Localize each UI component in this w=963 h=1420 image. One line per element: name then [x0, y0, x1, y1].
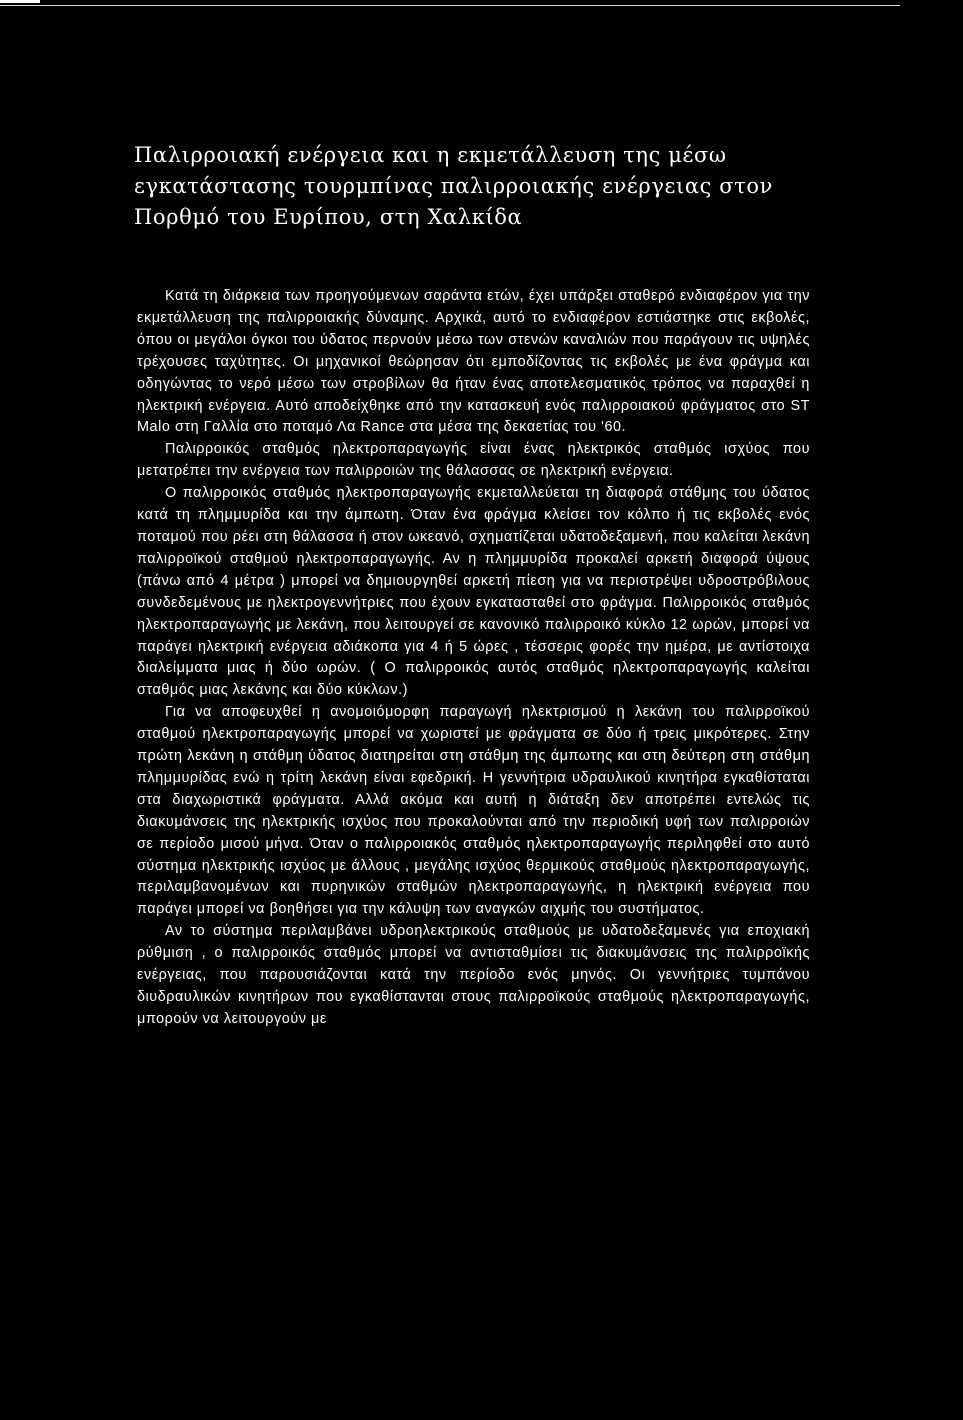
paragraph: Αν το σύστημα περιλαμβάνει υδροηλεκτρικούς σταθμούς με υδατοδεξαμενές για εποχιακή ρύθμιση , ο παλιρροικός σταθμός μπορεί να αντισταθμίσει τις διακυμάνσεις της παλιρροϊκής ενέργειας, που παρουσιάζονται κατά την περίοδο ενός μηνός. Οι γεννήτριες τυμπάνου διυδραυλικών κινητήρων που εγκαθίστανται στους παλιρροϊκούς σταθμούς ηλεκτροπαραγωγής, μπορούν να λειτουργούν με — [137, 923, 810, 1027]
paragraph: Ο παλιρροικός σταθμός ηλεκτροπαραγωγής εκμεταλλεύεται τη διαφορά στάθμης του ύδατος κατά τη πλημμυρίδα και την άμπωτη. Όταν ένα φράγμα κλείσει τον κόλπο ή τις εκβολές ενός ποταμού που ρέει στη θάλασσα ή στον ωκεανό, σχηματίζεται υδατοδεξαμενή, που καλείται λεκάνη παλιρροϊκού σταθμού ηλεκτροπαραγωγής. Αν η πλημμυρίδα προκαλεί αρκετή διαφορά ύψους (πάνω από 4 μέτρα ) μπορεί να δημιουργηθεί αρκετή πίεση για να περιστρέψει υδροστρόβιλους συνδεδεμένους με ηλεκτρογεννήτριες που έχουν εγκατασταθεί στο φράγμα. Παλιρροικός σταθμός ηλεκτροπαραγωγής με λεκάνη, που λειτουργεί σε κανονικό παλιρροικό κύκλο 12 ωρών, μπορεί να παράγει ηλεκτρική ενέργεια αδιάκοπα για 4 ή 5 ώρες , τέσσερις φορές την ημέρα, με αντίστοιχα διαλείμματα μιας ή δύο ωρών. ( Ο παλιρροικός αυτός σταθμός ηλεκτροπαραγωγής καλείται σταθμός μιας λεκάνης και δύο κύκλων.) — [137, 485, 810, 699]
paragraph: Παλιρροικός σταθμός ηλεκτροπαραγωγής είναι ένας ηλεκτρικός σταθμός ισχύος που μετατρέπει την ενέργεια των παλιρροιών της θάλασσας σε ηλεκτρική ενέργεια. — [137, 441, 810, 480]
scan-top-rule — [0, 5, 900, 6]
scan-edge-mark — [0, 0, 40, 3]
paragraph: Κατά τη διάρκεια των προηγούμενων σαράντα ετών, έχει υπάρξει σταθερό ενδιαφέρον για την εκμετάλλευση της παλιρροιακής δύναμης. Αρχικά, αυτό το ενδιαφέρον εστιάστηκε στις εκβολές, όπου οι μεγάλοι όγκοι του ύδατος περνούν μέσω των στενών καναλιών που παράγουν τις υψηλές τρέχουσες ταχύτητες. Οι μηχανικοί θεώρησαν ότι εμποδίζοντας τις εκβολές με ένα φράγμα και οδηγώντας το νερό μέσω των στροβίλων θα ήταν ένας αποτελεσματικός τρόπος να παραχθεί η ηλεκτρική ενέργεια. Αυτό αποδείχθηκε από την κατασκευή ενός παλιρροιακού φράγματος στο ST Malo στη Γαλλία στο ποταμό Λα Rance στα μέσα της δεκαετίας του '60. — [137, 288, 810, 436]
document-title: Παλιρροιακή ενέργεια και η εκμετάλλευση της μέσω εγκατάστασης τουρμπίνας παλιρροιακής ενέργειας στον Πορθμό του Ευρίπου, στη Χαλκίδα — [134, 143, 773, 229]
document-body — [137, 286, 810, 1031]
paragraph: Για να αποφευχθεί η ανομοιόμορφη παραγωγή ηλεκτρισμού η λεκάνη του παλιρροϊκού σταθμού ηλεκτροπαραγωγής μπορεί να χωριστεί με φράγματα σε δύο ή τρεις μικρότερες. Στην πρώτη λεκάνη η στάθμη ύδατος διατηρείται στη στάθμη της άμπωτης και στη δεύτερη στη στάθμη πλημμυρίδας ενώ η τρίτη λεκάνη είναι εφεδρική. Η γεννήτρια υδραυλικού κινητήρα εγκαθίσταται στα διαχωριστικά φράγματα. Αλλά ακόμα και αυτή η διάταξη δεν αποτρέπει εντελώς τις διακυμάνσεις της ηλεκτρικής ισχύος που προκαλούνται από την περιοδική υφή των παλιρροιών σε περίοδο μισού μήνα. Όταν ο παλιρροιακός σταθμός ηλεκτροπαραγωγής περιληφθεί στο αυτό σύστημα ηλεκτρικής ισχύος με άλλους , μεγάλης ισχύος θερμικούς σταθμούς ηλεκτροπαραγωγής, περιλαμβανομένων και πυρηνικών σταθμών ηλεκτροπαραγωγής, η ηλεκτρική ενέργεια που παράγει μπορεί να βοηθήσει για την κάλυψη των αναγκών αιχμής του συστήματος. — [137, 704, 810, 918]
